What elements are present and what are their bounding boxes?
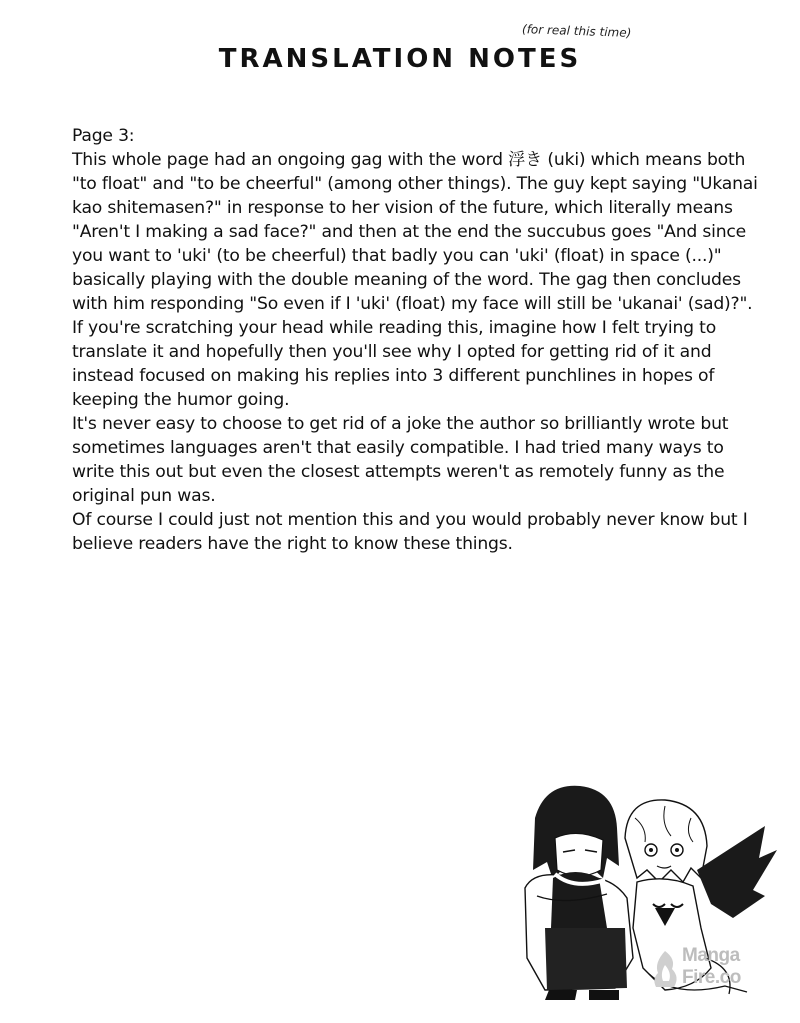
- watermark: [650, 945, 780, 995]
- succubus-hair: [625, 800, 707, 882]
- note-paragraph-1: This whole page had an ongoing gag with the word 浮き (uki) which means both "to float" and "to be cheerful" (among other things). The guy kept saying "Ukanai kao shitemasen?" in response to her vision of the future, which literally means "Aren't I making a sad face?" and then at the end the succubus goes "And since you want to 'uki' (to be cheerful) that badly you can 'uki' (float) in space (...)" basically playing with the double meaning of the word. The gag then concludes with him responding "So even if I 'uki' (float) my face will still be 'ukanai' (sad)?".: [72, 150, 758, 314]
- watermark-line-1: Manga: [682, 945, 740, 966]
- page-label: Page 3:: [72, 126, 135, 146]
- note-paragraph-2: If you're scratching your head while reading this, imagine how I felt trying to translate it and hopefully then you'll see why I opted for getting rid of it and instead focused on making his replies into 3 different punchlines in hopes of keeping the humor going.: [72, 318, 717, 410]
- watermark-line-2: Fire.co: [682, 967, 741, 988]
- page-title: TRANSLATION NOTES: [218, 44, 582, 74]
- note-paragraph-4: Of course I could just not mention this and you would probably never know but I believe readers have the right to know these things.: [72, 510, 748, 554]
- aside-note: (for real this time): [521, 22, 632, 40]
- note-paragraph-3: It's never easy to choose to get rid of a joke the author so brilliantly wrote but sometimes languages aren't that easily compatible. I had tried many ways to write this out but even the closest attempts weren't as remotely funny as the original pun was.: [72, 414, 729, 506]
- guy-face: [555, 833, 603, 876]
- succubus-wing: [697, 826, 777, 918]
- notes-body: [72, 124, 762, 556]
- flame-logo-icon: [650, 949, 680, 989]
